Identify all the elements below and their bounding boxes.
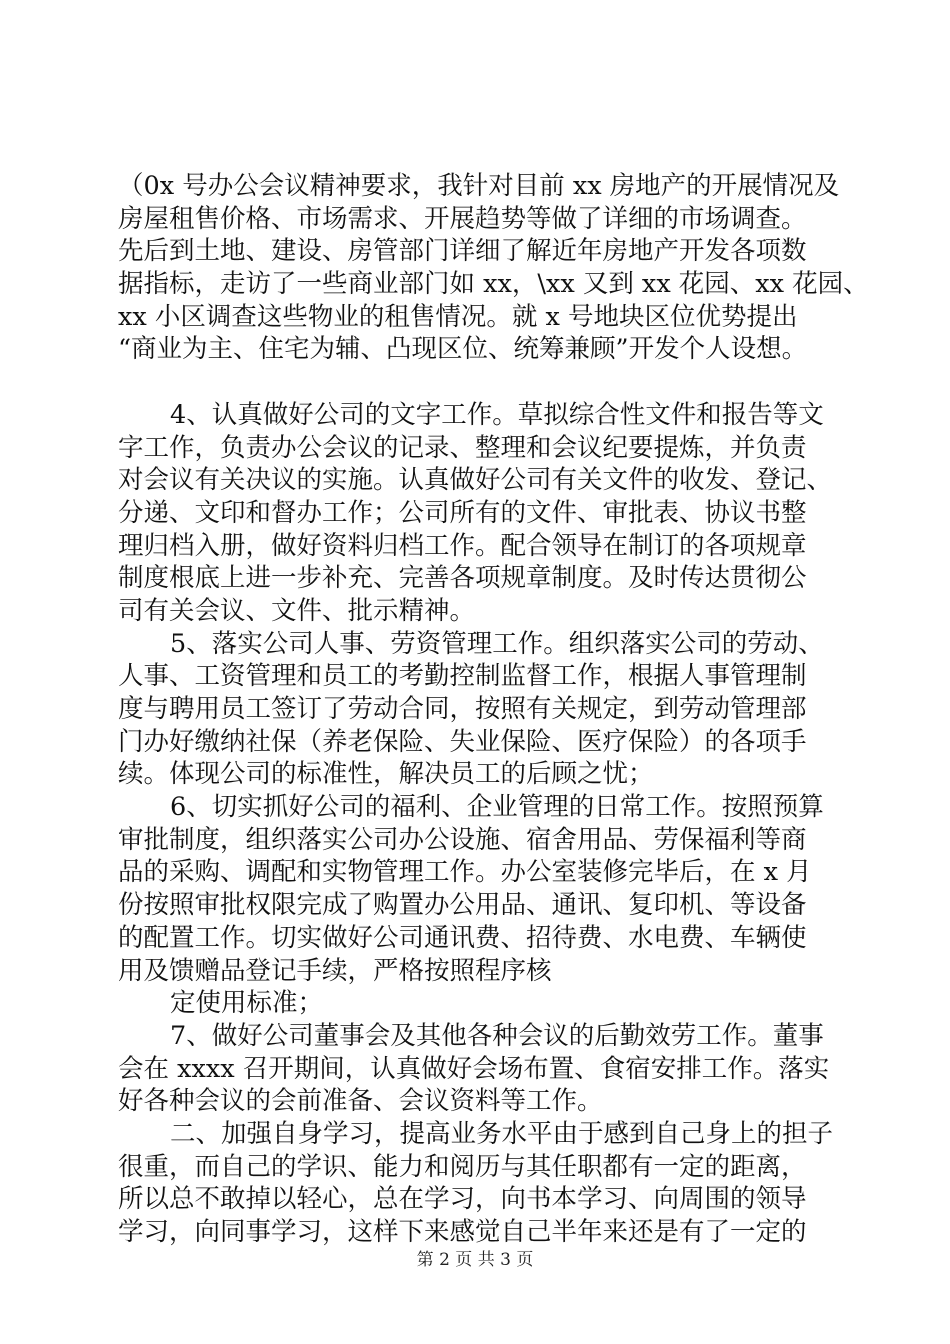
text-line: 房屋租售价格、市场需求、开展趋势等做了详细的市场调查。 (118, 203, 807, 234)
text-line: 续。体现公司的标准性，解决员工的后顾之忧； (118, 759, 654, 790)
text-line: 4、认真做好公司的文字工作。草拟综合性文件和报告等文 (170, 399, 824, 430)
text-line: 门办好缴纳社保（养老保险、失业保险、医疗保险）的各项手 (118, 726, 807, 757)
text-line: 制度根底上进一步补充、完善各项规章制度。及时传达贯彻公 (118, 563, 807, 594)
text-line: 学习，向同事学习，这样下来感觉自己半年来还是有了一定的 (118, 1217, 807, 1247)
text-line: 字工作，负责办公会议的记录、整理和会议纪要提炼，并负责 (118, 432, 807, 463)
text-line: 的配置工作。切实做好公司通讯费、招待费、水电费、车辆使 (118, 922, 807, 953)
text-line: 很重，而自己的学识、能力和阅历与其任职都有一定的距离， (118, 1151, 807, 1182)
text-line: 理归档入册，做好资料归档工作。配合领导在制订的各项规章 (118, 530, 807, 561)
text-line: 司有关会议、文件、批示精神。 (118, 595, 476, 626)
text-line: 人事、工资管理和员工的考勤控制监督工作，根据人事管理制 (118, 661, 807, 692)
paragraph-gap (118, 366, 840, 399)
text-line: 先后到土地、建设、房管部门详细了解近年房地产开发各项数 (118, 236, 807, 267)
text-line: 会在 xxxx 召开期间，认真做好会场布置、食宿安排工作。落实 (118, 1053, 830, 1084)
text-line: 所以总不敢掉以轻心，总在学习，向书本学习、向周围的领导 (118, 1184, 807, 1215)
text-line: 对会议有关决议的实施。认真做好公司有关文件的收发、登记、 (118, 465, 833, 496)
text-line: 好各种会议的会前准备、会议资料等工作。 (118, 1086, 603, 1117)
text-line: 二、加强自身学习，提高业务水平由于感到自己身上的担子 (170, 1118, 834, 1149)
text-line: 审批制度，组织落实公司办公设施、宿舍用品、劳保福利等商 (118, 824, 807, 855)
text-line: 用及馈赠品登记手续，严格按照程序核 (118, 955, 552, 986)
text-line: （0x 号办公会议精神要求，我针对目前 xx 房地产的开展情况及 (118, 171, 840, 201)
text-line: 6、切实抓好公司的福利、企业管理的日常工作。按照预算 (170, 792, 824, 823)
text-line: 分递、文印和督办工作；公司所有的文件、审批表、协议书整 (118, 497, 807, 528)
text-line: 7、做好公司董事会及其他各种会议的后勤效劳工作。董事 (170, 1020, 824, 1051)
text-line: 据指标，走访了一些商业部门如 xx，\xx 又到 xx 花园、xx 花园、 (118, 269, 869, 300)
text-line: xx 小区调查这些物业的租售情况。就 x 号地块区位优势提出 (118, 301, 798, 332)
text-line: 品的采购、调配和实物管理工作。办公室装修完毕后，在 x 月 (118, 857, 812, 888)
text-line: “商业为主、住宅为辅、凸现区位、统筹兼顾”开发个人设想。 (118, 334, 808, 365)
text-line: 份按照审批权限完成了购置办公用品、通讯、复印机、等设备 (118, 890, 807, 921)
document-body (118, 170, 869, 1249)
page-footer: 第 2 页 共 3 页 (416, 1250, 534, 1270)
text-line: 定使用标准； (170, 988, 324, 1019)
text-line: 5、落实公司人事、劳资管理工作。组织落实公司的劳动、 (170, 628, 824, 659)
text-line: 度与聘用员工签订了劳动合同，按照有关规定，到劳动管理部 (118, 694, 807, 724)
